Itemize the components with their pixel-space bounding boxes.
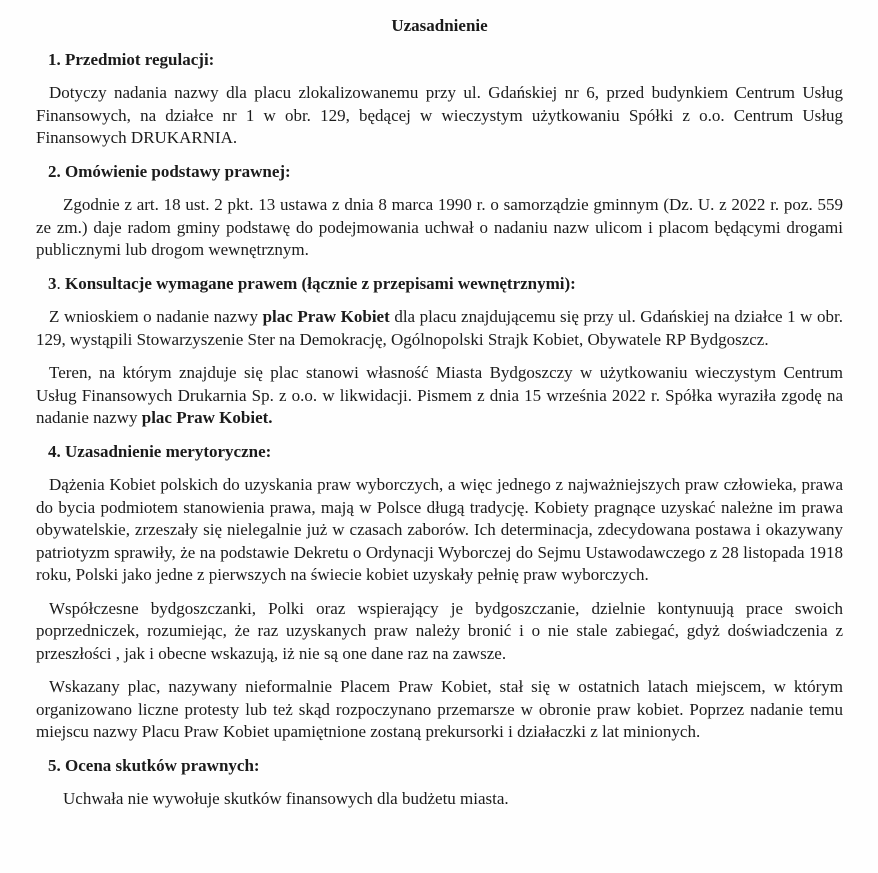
- text-run-bold: 3: [48, 273, 57, 293]
- text-run: Dotyczy nadania nazwy dla placu zlokalizowanemu przy ul. Gdańskiej nr 6, przed budynkiem Centrum Usług Finansowych, na działce nr 1 w obr. 129, będącej w wieczystym użytkowaniu Spółki z o.o. Centrum Usług Finansowych DRUKARNIA.: [36, 83, 843, 147]
- text-run-bold: plac Praw Kobiet: [262, 307, 390, 326]
- paragraph: [36, 788, 843, 811]
- paragraph: [36, 676, 843, 744]
- text-run: Teren, na którym znajduje się plac stanowi własność Miasta Bydgoszczy w użytkowaniu wieczystym Centrum Usług Finansowych Drukarnia Sp. z o.o. w likwidacji. Pismem z dnia 15 września 2022 r. Spółka wyraziła zgodę na nadanie nazwy: [36, 363, 843, 427]
- document-body: [36, 49, 843, 811]
- section-heading-1: [36, 49, 843, 72]
- text-run: Zgodnie z art. 18 ust. 2 pkt. 13 ustawa z dnia 8 marca 1990 r. o samorządzie gminnym (Dz. U. z 2022 r. poz. 559 ze zm.) daje radom gminy podstawę do podejmowania uchwał o nadaniu nazw ulicom i placom będącymi drogami publicznymi lub drogom wewnętrznym.: [36, 195, 843, 259]
- section-heading-5: [36, 755, 843, 778]
- text-run: .: [56, 273, 65, 293]
- text-run: Z wnioskiem o nadanie nazwy: [49, 307, 263, 326]
- section-heading-3: [36, 273, 843, 296]
- text-run: Uchwała nie wywołuje skutków finansowych dla budżetu miasta.: [63, 789, 509, 808]
- section-heading-4: [36, 441, 843, 464]
- section-heading-2: [36, 161, 843, 184]
- text-run-bold: 2. Omówienie podstawy prawnej:: [48, 161, 291, 181]
- paragraph: [36, 82, 843, 150]
- text-run: Dążenia Kobiet polskich do uzyskania praw wyborczych, a więc jednego z najważniejszych praw człowieka, prawa do bycia podmiotem stanowienia prawa, mają w Polsce długą tradycję. Kobiety pragnące uzyskać należne im prawa obywatelskie, zrzeszały się nielegalnie już w czasach zaborów. Ich determinacja, zdecydowana postawa i okazywany patriotyzm sprawiły, że na podstawie Dekretu o Ordynacji Wyborczej do Sejmu Ustawodawczego z 28 listopada 1918 roku, Polski jako jedne z pierwszych na świecie kobiet uzyskały pełnię praw wyborczych.: [36, 475, 843, 584]
- text-run-bold: 1. Przedmiot regulacji:: [48, 49, 215, 69]
- text-run-bold: plac Praw Kobiet.: [141, 408, 273, 427]
- paragraph: [36, 362, 843, 430]
- text-run: Wskazany plac, nazywany nieformalnie Placem Praw Kobiet, stał się w ostatnich latach miejscem, w którym organizowano liczne protesty lub też skąd rozpoczynano przemarsze w obronie praw kobiet. Poprzez nadanie temu miejscu nazwy Placu Praw Kobiet upamiętnione zostaną prekursorki i działaczki z lat minionych.: [36, 677, 843, 741]
- text-run-bold: Konsultacje wymagane prawem (łącznie z przepisami wewnętrznymi):: [65, 273, 576, 293]
- text-run: dla placu znajdującemu się przy ul. Gdańskiej na działce 1 w obr. 129, wystąpili Stowarzyszenie Ster na Demokrację, Ogólnopolski Strajk Kobiet, Obywatele RP Bydgoszcz.: [36, 307, 844, 349]
- text-run-bold: 4. Uzasadnienie merytoryczne:: [48, 441, 272, 461]
- paragraph: [36, 598, 843, 666]
- document-title: Uzasadnienie: [391, 16, 488, 35]
- text-run-bold: 5. Ocena skutków prawnych:: [48, 755, 260, 775]
- text-run: Współczesne bydgoszczanki, Polki oraz wspierający je bydgoszczanie, dzielnie kontynuują prace swoich poprzedniczek, rozumiejąc, że raz uzyskanych praw należy bronić i o nie stale zabiegać, gdyż doświadczenia z przeszłości , jak i obecne wskazują, iż nie są one dane raz na zawsze.: [36, 598, 843, 663]
- paragraph: [36, 306, 843, 351]
- paragraph: [36, 194, 843, 262]
- paragraph: [36, 474, 843, 587]
